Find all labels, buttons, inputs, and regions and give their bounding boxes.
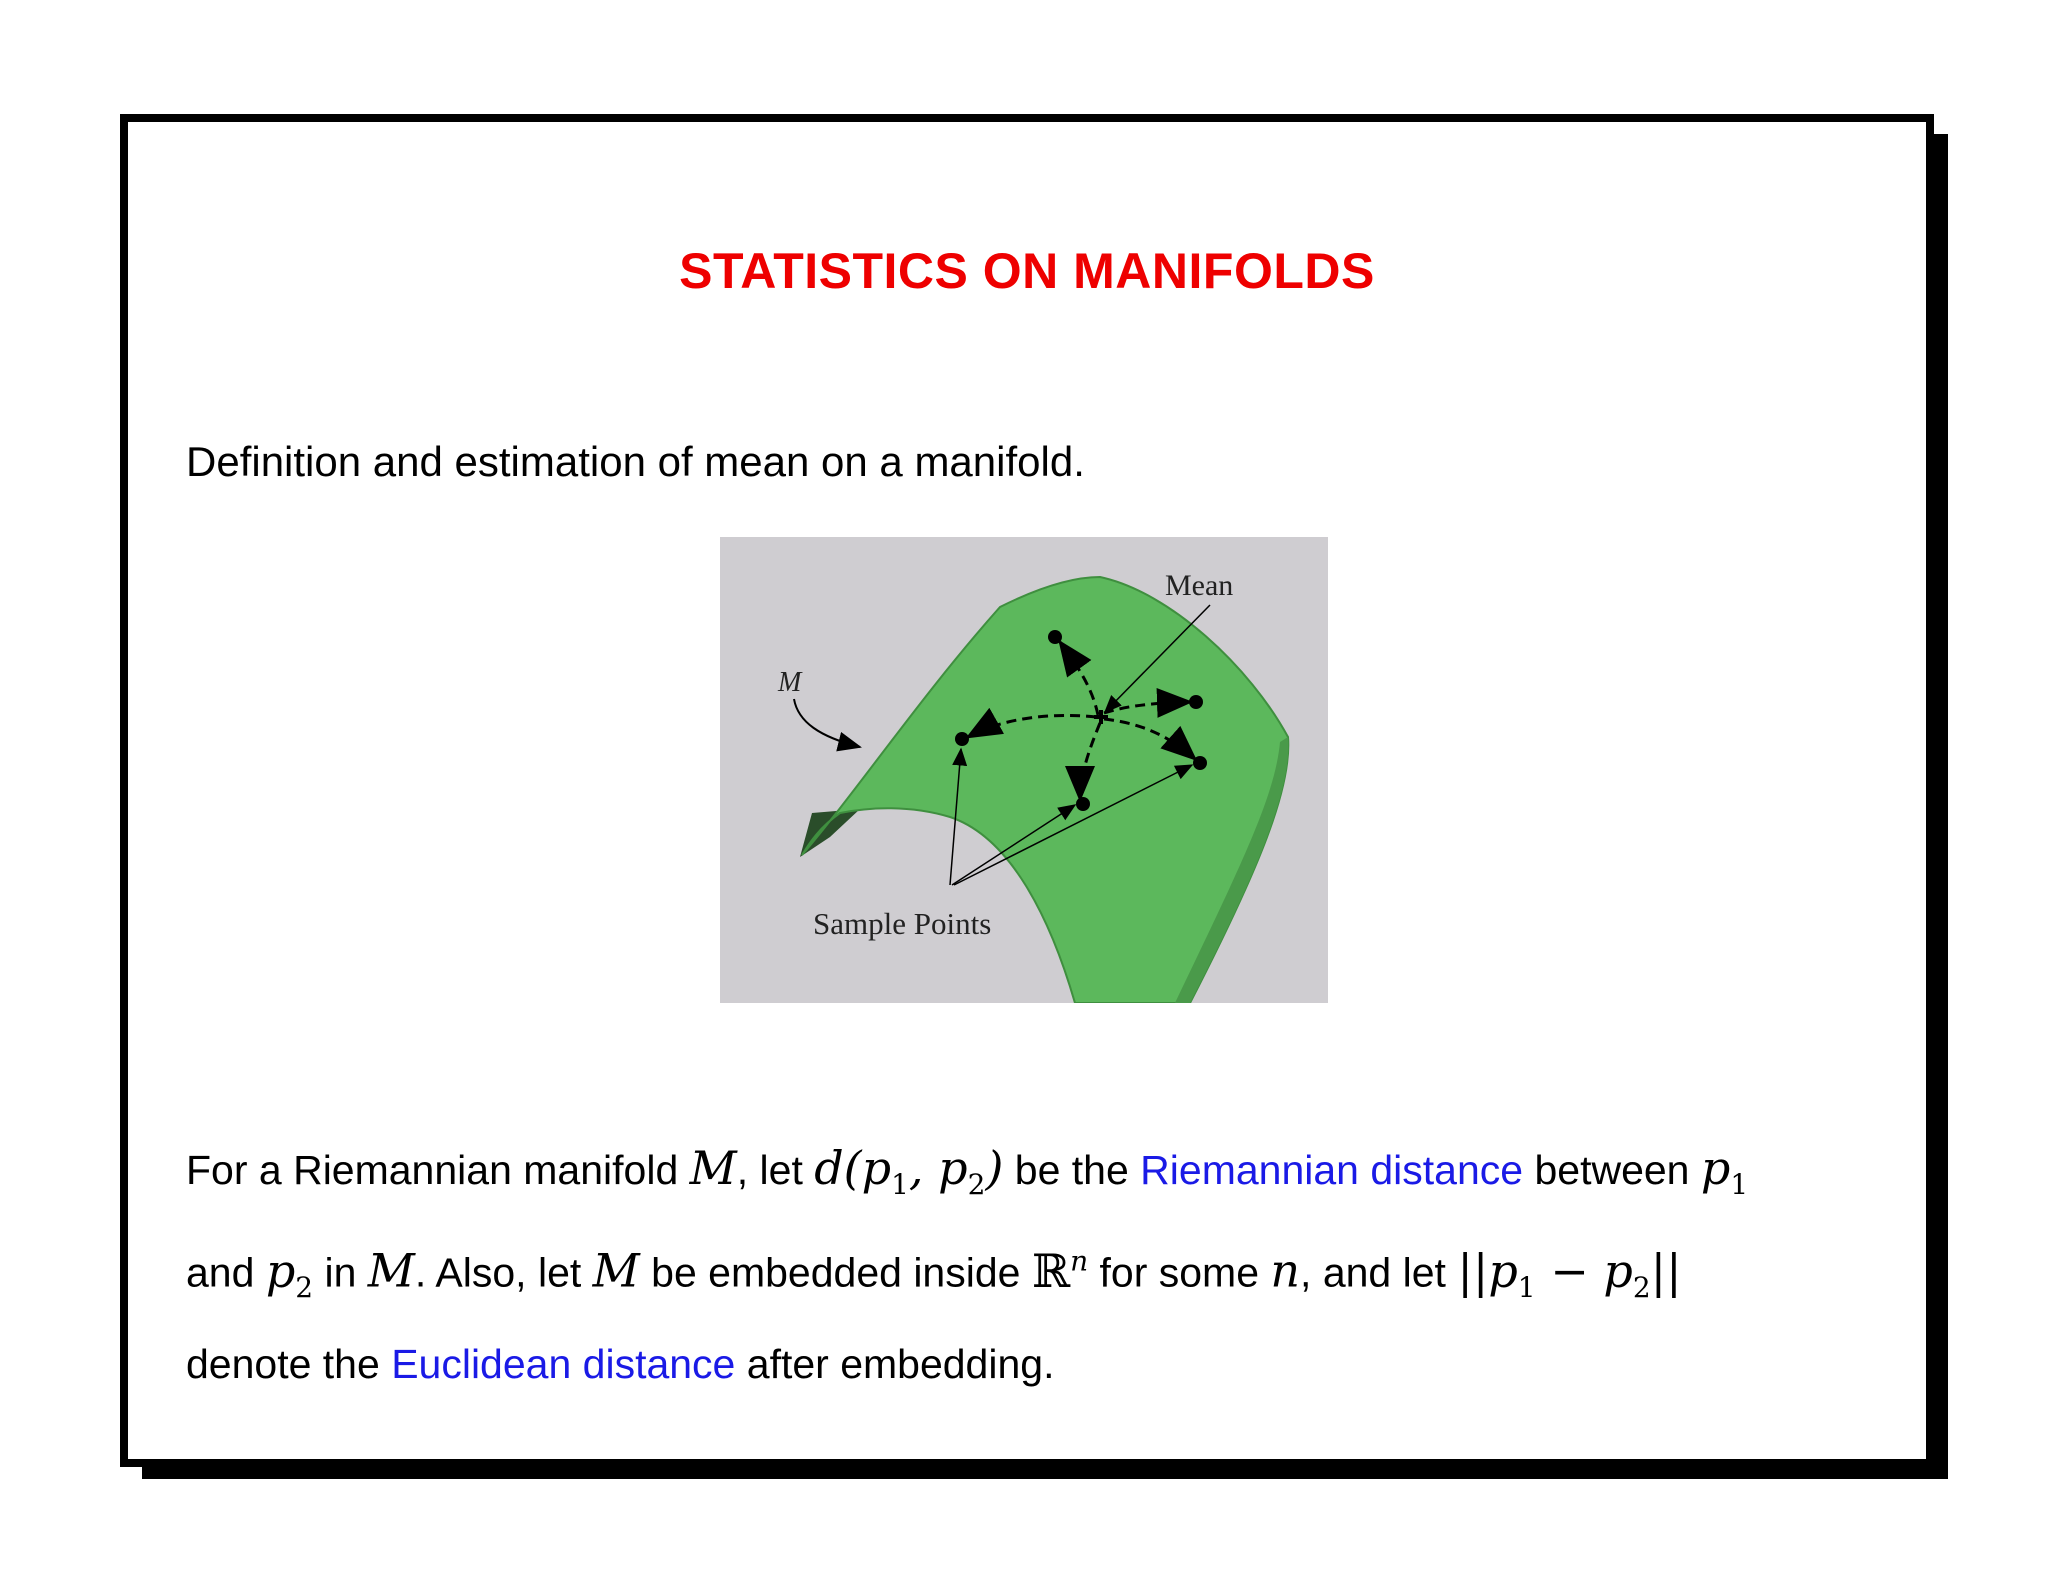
slide-title: STATISTICS ON MANIFOLDS [679, 243, 1375, 299]
sample-points-label: Sample Points [813, 906, 992, 941]
definition-paragraph [186, 1130, 1886, 1402]
sample-point [955, 732, 969, 746]
euclidean-distance-link[interactable]: Euclidean distance [391, 1340, 736, 1387]
manifold-label: M [778, 667, 802, 698]
sample-point [1193, 756, 1207, 770]
sample-point [1189, 695, 1203, 709]
paragraph-line-1: For a Riemannian manifold M, let $d(p_1$, $p_2$) be the Riemannian distance between $p_1$ [186, 1141, 1749, 1202]
riemannian-distance-link[interactable]: Riemannian distance [1140, 1147, 1524, 1193]
sample-point [1076, 797, 1090, 811]
mean-label: Mean [1165, 569, 1234, 602]
slide [120, 114, 1934, 1467]
manifold-figure [720, 537, 1328, 1003]
paragraph-line-3: denote the Euclidean distance after embedding. [186, 1340, 1055, 1387]
paragraph-line-2: and $p_2$ in M. Also, let M be embedded inside ℝ$^n$ for some n, and let $||p_1 - p_2||$ [186, 1243, 1682, 1304]
sample-point [1048, 630, 1062, 644]
intro-text: Definition and estimation of mean on a manifold. [186, 438, 1085, 485]
